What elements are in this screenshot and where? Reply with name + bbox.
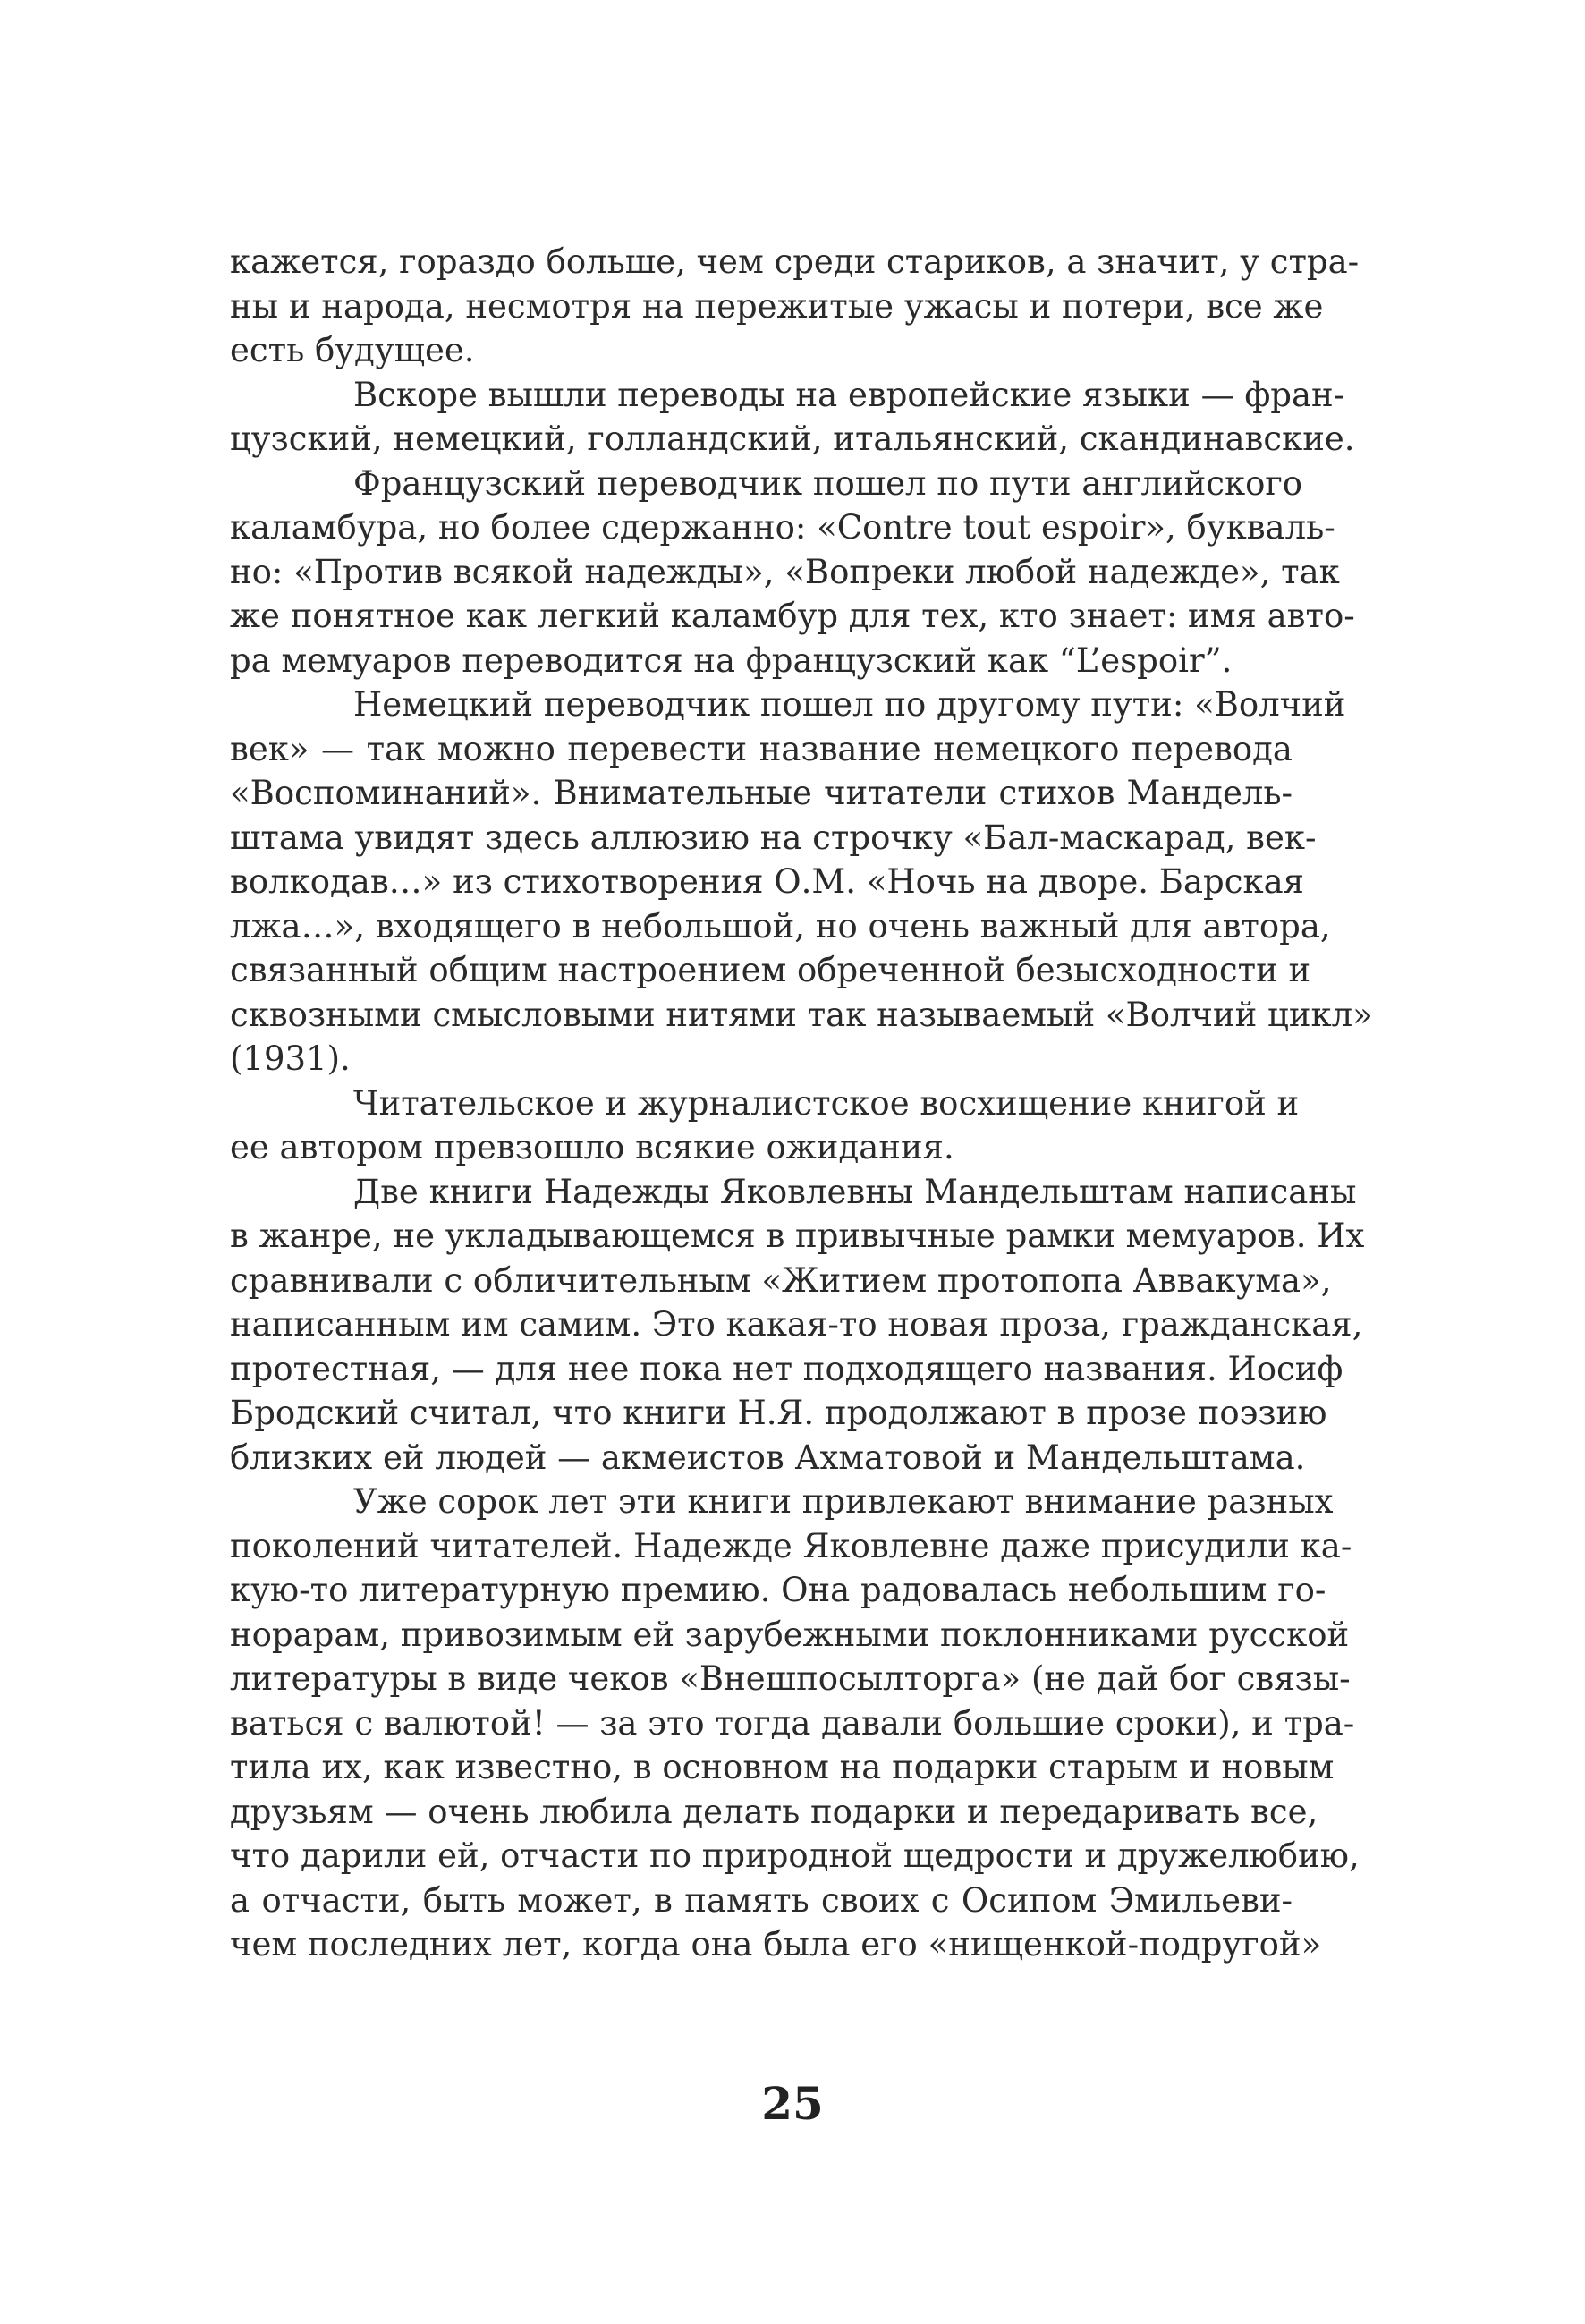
- text-line: Немецкий переводчик пошел по другому пути: «Волчий: [353, 685, 1346, 724]
- text-line: связанный общим настроением обреченной безысходности и: [230, 951, 1311, 989]
- text-line: поколений читателей. Надежде Яковлевне даже присудили ка-: [230, 1526, 1352, 1565]
- text-line: волкодав…» из стихотворения О.М. «Ночь на дворе. Барская: [230, 862, 1304, 901]
- text-line: литературы в виде чеков «Внешпосылторга» (не дай бог связы-: [230, 1659, 1351, 1698]
- text-line: ны и народа, несмотря на пережитые ужасы и потери, все же: [230, 286, 1324, 326]
- text-line: ее автором превзошло всякие ожидания.: [230, 1128, 954, 1166]
- page-number: 25: [761, 2077, 824, 2130]
- text-line: ра мемуаров переводится на французский как “L’espoir”.: [230, 640, 1233, 680]
- text-line: а отчасти, быть может, в память своих с Осипом Эмильеви-: [230, 1880, 1293, 1920]
- text-line: ваться с валютой! — за это тогда давали большие сроки), и тра-: [230, 1703, 1355, 1743]
- text-line: век» — так можно перевести название немецкого перевода: [230, 729, 1293, 768]
- text-line: написанным им самим. Это какая-то новая проза, гражданская,: [230, 1305, 1363, 1344]
- paragraph: [230, 1480, 1360, 1967]
- text-line: Вскоре вышли переводы на европейские языки — фран-: [353, 375, 1345, 414]
- paragraph: [230, 1081, 1300, 1170]
- text-line: сравнивали с обличительным «Житием протопопа Аввакума»,: [230, 1260, 1332, 1300]
- text-line: друзьям — очень любила делать подарки и передаривать все,: [230, 1792, 1318, 1831]
- text-line: что дарили ей, отчасти по природной щедрости и дружелюбию,: [230, 1836, 1360, 1875]
- text-line: же понятное как легкий каламбур для тех, кто знает: имя авто-: [230, 597, 1355, 635]
- paragraph: [230, 462, 1355, 683]
- text-line: штама увидят здесь аллюзию на строчку «Бал-маскарад, век-: [230, 818, 1317, 857]
- text-line: каламбура, но более сдержанно: «Contre tout espoir», букваль-: [230, 508, 1335, 547]
- text-line: тила их, как известно, в основном на подарки старым и новым: [230, 1748, 1335, 1786]
- paragraph: [230, 683, 1373, 1081]
- text-line: близких ей людей — акмеистов Ахматовой и Мандельштама.: [230, 1438, 1306, 1477]
- text-line: сквозными смысловыми нитями так называемый «Волчий цикл»: [230, 995, 1373, 1034]
- text-line: Две книги Надежды Яковлевны Мандельштам написаны: [353, 1172, 1357, 1211]
- text-line: Уже сорок лет эти книги привлекают внимание разных: [353, 1482, 1334, 1521]
- text-line: протестная, — для нее пока нет подходящего названия. Иосиф: [230, 1349, 1343, 1388]
- text-line: (1931).: [230, 1039, 351, 1078]
- text-line: лжа…», входящего в небольшой, но очень важный для автора,: [230, 906, 1331, 946]
- text-line: цузский, немецкий, голландский, итальянский, скандинавские.: [230, 420, 1355, 458]
- text-line: но: «Против всякой надежды», «Вопреки любой надежде», так: [230, 552, 1340, 591]
- text-line: «Воспоминаний». Внимательные читатели стихов Мандель-: [230, 774, 1293, 812]
- text-line: в жанре, не укладывающемся в привычные рамки мемуаров. Их: [230, 1217, 1365, 1255]
- paragraph: [230, 240, 1360, 373]
- text-line: Читательское и журналистское восхищение книгой и: [353, 1083, 1300, 1123]
- text-line: кую-то литературную премию. Она радовалась небольшим го-: [230, 1571, 1326, 1609]
- text-line: норарам, привозимым ей зарубежными поклонниками русской: [230, 1615, 1350, 1654]
- body-text: [230, 240, 1373, 1967]
- text-line: есть будущее.: [230, 331, 475, 369]
- paragraph: [230, 1170, 1365, 1480]
- text-line: Бродский считал, что книги Н.Я. продолжают в прозе поэзию: [230, 1394, 1327, 1432]
- text-line: Французский переводчик пошел по пути английского: [353, 463, 1303, 503]
- text-line: чем последних лет, когда она была его «нищенкой-подругой»: [230, 1925, 1322, 1964]
- paragraph: [230, 373, 1355, 462]
- text-line: кажется, гораздо больше, чем среди стариков, а значит, у стра-: [230, 242, 1360, 281]
